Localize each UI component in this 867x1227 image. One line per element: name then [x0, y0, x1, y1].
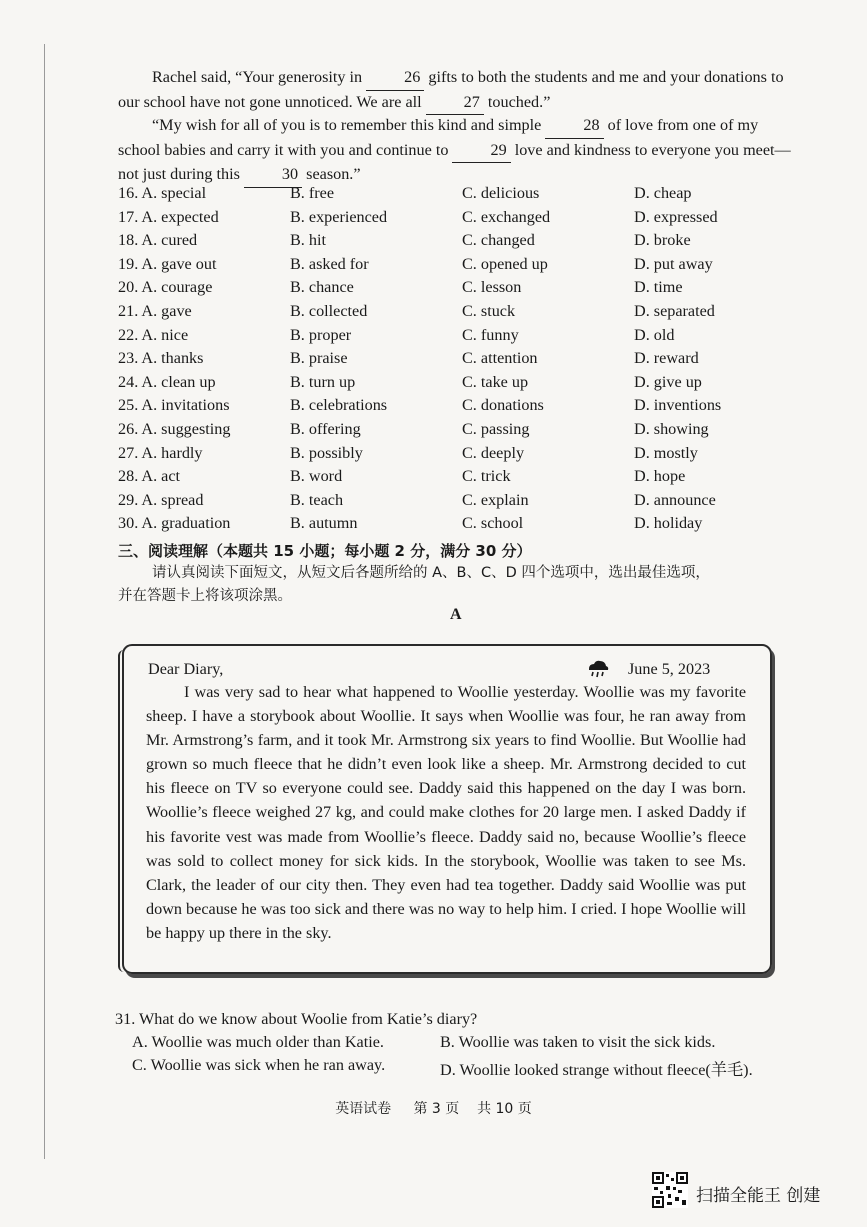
option-a: [118, 302, 290, 326]
option-a: [118, 231, 290, 255]
option-row: [118, 278, 818, 302]
diary-date: June 5, 2023: [628, 660, 711, 678]
option-text: B. free: [290, 184, 335, 202]
option-row: [118, 373, 818, 397]
option-c: [462, 231, 634, 255]
question-number: 25.: [118, 396, 139, 415]
cloze-text: season.”: [306, 165, 361, 183]
question-number: 26.: [118, 419, 139, 438]
option-text: C. exchanged: [462, 207, 551, 226]
option-text: C. take up: [462, 372, 529, 391]
option-b: [290, 231, 462, 255]
option-text: B. autumn: [290, 514, 358, 533]
cloze-text: “My wish for all of you is to remember this kind and simple: [152, 116, 542, 134]
option-text: D. give up: [634, 372, 702, 391]
option-b: [290, 373, 462, 397]
option-a: [118, 467, 290, 491]
option-text: C. delicious: [462, 184, 540, 202]
option-text: B. proper: [290, 325, 352, 344]
blank-28: 28: [545, 114, 603, 139]
option-d: [634, 278, 818, 302]
option-c: [462, 255, 634, 279]
option-text: D. inventions: [634, 396, 722, 415]
option-a: [118, 349, 290, 373]
section-instruction: [118, 562, 798, 608]
option-row: [118, 302, 818, 326]
question-number: 22.: [118, 325, 139, 344]
option-text: A. hardly: [141, 443, 203, 462]
option-row: [118, 184, 818, 208]
option-text: D. put away: [634, 254, 713, 273]
option-b: [290, 278, 462, 302]
option-c: [462, 302, 634, 326]
option-text: A. nice: [141, 325, 189, 344]
option-a: [118, 420, 290, 444]
footer-total: 共 10 页: [477, 1101, 532, 1117]
footer-subject: 英语试卷: [335, 1101, 392, 1117]
cloze-text: touched.”: [487, 92, 551, 111]
page-footer: [0, 1098, 867, 1118]
option-d: [634, 491, 818, 515]
question-31-option-c: C. Woollie was sick when he ran away.: [132, 1056, 386, 1074]
option-b: [290, 467, 462, 491]
option-d: [634, 326, 818, 350]
question-number: 24.: [118, 372, 139, 391]
option-d: [634, 349, 818, 373]
option-c: [462, 278, 634, 302]
passage-label: A: [450, 606, 462, 623]
options-table: [118, 184, 818, 538]
question-number: 18.: [118, 231, 139, 250]
option-text: B. collected: [290, 301, 368, 320]
option-text: D. holiday: [634, 514, 703, 533]
option-text: A. gave: [141, 301, 192, 320]
section-title: 三、阅读理解（本题共 15 小题；每小题 2 分，满分 30 分）: [118, 542, 532, 560]
question-31-option-d: D. Woollie looked strange without fleece(羊毛).: [440, 1061, 753, 1079]
option-text: D. old: [634, 325, 675, 344]
question-number: 27.: [118, 443, 139, 462]
question-number: 28.: [118, 467, 139, 486]
cloze-paragraph-1: [118, 66, 798, 115]
option-b: [290, 396, 462, 420]
rain-cloud-icon: [586, 659, 610, 679]
option-c: [462, 326, 634, 350]
option-b: [290, 326, 462, 350]
option-text: B. celebrations: [290, 396, 388, 415]
option-text: D. time: [634, 278, 683, 297]
qr-code-icon: [652, 1172, 688, 1208]
option-a: [118, 255, 290, 279]
option-text: B. praise: [290, 349, 348, 368]
option-a: [118, 396, 290, 420]
option-c: [462, 349, 634, 373]
option-text: C. explain: [462, 490, 529, 509]
question-31-stem: 31. What do we know about Woolie from Katie’s diary?: [115, 1010, 478, 1028]
option-a: [118, 491, 290, 515]
margin-line: [44, 44, 45, 1159]
option-text: C. school: [462, 514, 524, 533]
option-d: [634, 467, 818, 491]
option-b: [290, 444, 462, 468]
cloze-paragraph-2: [118, 114, 798, 188]
option-d: [634, 514, 818, 538]
option-text: A. expected: [141, 207, 219, 226]
option-text: C. stuck: [462, 301, 516, 320]
option-row: [118, 491, 818, 515]
option-row: [118, 326, 818, 350]
option-text: A. courage: [141, 278, 213, 297]
option-text: B. chance: [290, 278, 354, 297]
blank-29: 29: [452, 139, 510, 164]
option-text: C. lesson: [462, 278, 522, 297]
question-number: 23.: [118, 349, 139, 368]
option-text: B. offering: [290, 419, 361, 438]
question-number: 17.: [118, 207, 139, 226]
option-row: [118, 208, 818, 232]
option-text: C. deeply: [462, 443, 525, 462]
cloze-text: Rachel said, “Your generosity in: [152, 68, 363, 86]
option-text: D. cheap: [634, 184, 692, 202]
option-text: B. teach: [290, 490, 344, 509]
option-text: A. special: [141, 184, 207, 202]
option-a: [118, 208, 290, 232]
option-c: [462, 184, 634, 208]
option-row: [118, 255, 818, 279]
question-31-option-a: A. Woollie was much older than Katie.: [132, 1033, 384, 1051]
option-row: [118, 467, 818, 491]
option-a: [118, 184, 290, 208]
option-text: C. attention: [462, 349, 538, 368]
option-a: [118, 373, 290, 397]
option-text: D. hope: [634, 467, 686, 486]
option-row: [118, 396, 818, 420]
option-text: C. donations: [462, 396, 544, 415]
instruction-line: 请认真阅读下面短文，从短文后各题所给的 A、B、C、D 四个选项中，选出最佳选项，: [152, 565, 710, 581]
option-b: [290, 491, 462, 515]
option-c: [462, 467, 634, 491]
option-b: [290, 184, 462, 208]
watermark-text: 扫描全能王 创建: [696, 1186, 821, 1206]
option-a: [118, 278, 290, 302]
option-a: [118, 444, 290, 468]
option-b: [290, 208, 462, 232]
option-c: [462, 420, 634, 444]
cloze-text: of love from one of my school babies and carry it with you and continue to: [118, 116, 759, 159]
option-text: C. passing: [462, 419, 530, 438]
option-text: D. mostly: [634, 443, 698, 462]
option-row: [118, 349, 818, 373]
option-text: D. showing: [634, 419, 709, 438]
option-c: [462, 373, 634, 397]
question-number: 16.: [118, 184, 139, 202]
option-row: [118, 420, 818, 444]
question-number: 29.: [118, 490, 139, 509]
option-c: [462, 396, 634, 420]
cloze-text: gifts to both the students and me and your donations to our school have not gone unnoticed. We are all: [118, 68, 784, 111]
option-d: [634, 444, 818, 468]
option-d: [634, 231, 818, 255]
option-c: [462, 444, 634, 468]
option-text: A. thanks: [141, 349, 204, 368]
option-text: C. opened up: [462, 254, 548, 273]
option-d: [634, 208, 818, 232]
option-b: [290, 514, 462, 538]
question-number: 30.: [118, 514, 139, 533]
option-row: [118, 231, 818, 255]
option-text: C. funny: [462, 325, 519, 344]
question-number: 21.: [118, 301, 139, 320]
blank-27: 27: [426, 91, 484, 116]
question-31-option-b: B. Woollie was taken to visit the sick kids.: [440, 1033, 716, 1051]
option-a: [118, 514, 290, 538]
option-text: A. gave out: [141, 254, 217, 273]
cloze-text: love and kindness to everyone you meet—not just during this: [118, 140, 791, 183]
option-text: D. expressed: [634, 207, 718, 226]
question-number: 20.: [118, 278, 139, 297]
option-text: B. word: [290, 467, 343, 486]
option-text: B. experienced: [290, 207, 388, 226]
option-text: D. reward: [634, 349, 699, 368]
option-c: [462, 514, 634, 538]
instruction-line: 并在答题卡上将该项涂黑。: [118, 588, 292, 604]
option-text: C. changed: [462, 231, 535, 250]
option-d: [634, 420, 818, 444]
option-text: A. graduation: [141, 514, 231, 533]
option-c: [462, 491, 634, 515]
diary-greeting: Dear Diary,: [148, 660, 224, 678]
option-d: [634, 396, 818, 420]
option-text: C. trick: [462, 467, 511, 486]
question-number: 19.: [118, 254, 139, 273]
option-text: D. announce: [634, 490, 716, 509]
option-a: [118, 326, 290, 350]
option-text: A. clean up: [141, 372, 216, 391]
option-text: D. separated: [634, 301, 715, 320]
option-text: A. spread: [141, 490, 204, 509]
option-row: [118, 514, 818, 538]
option-text: D. broke: [634, 231, 691, 250]
option-d: [634, 302, 818, 326]
option-b: [290, 255, 462, 279]
option-text: B. turn up: [290, 372, 356, 391]
option-b: [290, 420, 462, 444]
option-text: A. suggesting: [141, 419, 231, 438]
option-c: [462, 208, 634, 232]
option-text: B. possibly: [290, 443, 363, 462]
diary-body: I was very sad to hear what happened to Woollie yesterday. Woollie was my favorite sheep. I have a storybook about Woollie. It says when Woollie was four, he ran away from Mr. Armstrong’s farm, and it took Mr. Armstrong six years to find Woollie. But Woollie had grown so much fleece that he didn’t even look like a sheep. Mr. Armstrong decided to cut his fleece on TV so everyone could see. Daddy said this happened on the day I was born. Woollie’s fleece weighed 27 kg, and could make clothes for 20 large men. I asked Daddy if his favorite vest was made from Woollie’s fleece. Daddy said no, because Woollie’s fleece was sold to collect money for sick kids. In the storybook, Woollie was taken to see Ms. Clark, the leader of our city then. They even had tea together. Daddy said Woollie was put down because he was too sick and there was no way to help him. I cried. I hope Woollie will be happy up there in the sky.: [146, 683, 746, 942]
option-b: [290, 302, 462, 326]
blank-26: 26: [366, 66, 424, 91]
option-text: B. hit: [290, 231, 326, 250]
option-d: [634, 184, 818, 208]
option-d: [634, 255, 818, 279]
option-text: B. asked for: [290, 254, 369, 273]
option-text: A. act: [141, 467, 181, 486]
option-d: [634, 373, 818, 397]
blank-30: 30: [244, 163, 302, 188]
footer-page: 第 3 页: [413, 1101, 460, 1117]
option-text: A. cured: [141, 231, 198, 250]
option-text: A. invitations: [141, 396, 230, 415]
option-row: [118, 444, 818, 468]
option-b: [290, 349, 462, 373]
